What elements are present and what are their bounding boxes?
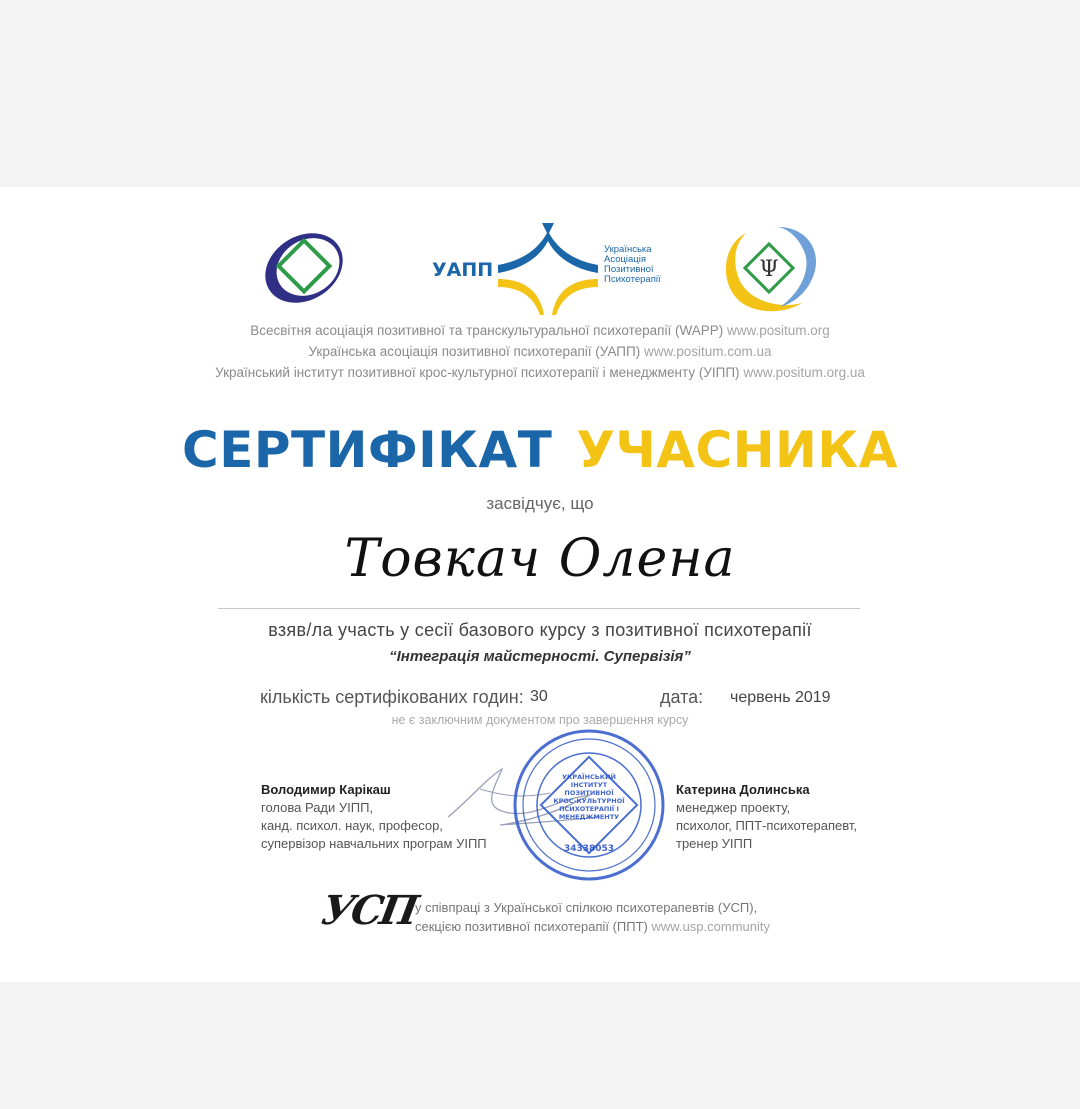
- wapp-logo: [258, 227, 352, 309]
- collaboration-text: [415, 898, 770, 936]
- signatory-left-line3: супервізор навчальних програм УІПП: [261, 836, 487, 851]
- certifies-text: засвідчує, що: [486, 494, 594, 513]
- stamp-inner-line6: МЕНЕДЖМЕНТУ: [558, 813, 620, 821]
- collab-line2-text: секцією позитивної психотерапії (ППТ): [415, 919, 648, 934]
- uapp-caption: [604, 245, 661, 285]
- stamp-inner-line2: ІНСТИТУТ: [570, 781, 608, 789]
- org-line-wapp: [0, 320, 1080, 341]
- signatory-right-line2: психолог, ППТ-психотерапевт,: [676, 818, 858, 833]
- recipient-name: Товкач Олена: [344, 529, 736, 589]
- org-text: Українська асоціація позитивної психотерапії (УАПП): [308, 344, 641, 359]
- hours-label: кількість сертифікованих годин:: [260, 687, 524, 707]
- org-url[interactable]: www.positum.org.ua: [743, 365, 865, 380]
- signatory-left-name: Володимир Карікаш: [261, 782, 391, 797]
- collab-line2: [415, 917, 770, 936]
- title-part1: СЕРТИФІКАТ: [182, 421, 553, 479]
- organizations-list: [0, 320, 1080, 383]
- signatory-right: [676, 781, 857, 853]
- signatory-left: [261, 781, 487, 853]
- usp-logo-text: УСП: [317, 887, 420, 934]
- org-line-uapp: [0, 341, 1080, 362]
- uapp-caption-line1: Українська: [604, 244, 652, 255]
- title-part2: УЧАСНИКА: [576, 421, 898, 479]
- uapp-caption-line4: Психотерапії: [604, 274, 661, 285]
- stamp-code: 34338053: [563, 844, 615, 854]
- org-text: Всесвітня асоціація позитивної та транскультуральної психотерапії (WAPP): [250, 323, 724, 338]
- stamp-inner-line3: ПОЗИТИВНОЇ: [564, 789, 614, 797]
- hours-value: 30: [530, 688, 548, 705]
- uapp-emblem-icon: [494, 221, 602, 317]
- disclaimer-note: не є заключним документом про завершення курсу: [391, 713, 689, 727]
- uapp-caption-line3: Позитивної: [604, 264, 654, 275]
- uipp-logo: [716, 223, 824, 315]
- usp-logo: [318, 887, 419, 934]
- course-title: “Інтеграція майстерності. Супервізія”: [389, 648, 691, 665]
- signatory-left-line2: канд. психол. наук, професор,: [261, 818, 443, 833]
- uapp-logo: [432, 219, 672, 319]
- uapp-caption-line2: Асоціація: [604, 254, 647, 265]
- org-text: Український інститут позитивної крос-культурної психотерапії і менеджменту (УІПП): [215, 365, 740, 380]
- collab-url[interactable]: www.usp.community: [651, 919, 770, 934]
- signatory-right-line3: тренер УІПП: [676, 836, 753, 851]
- uapp-abbr: УАПП: [432, 259, 494, 281]
- stamp-inner-line5: ПСИХОТЕРАПІЇ І: [559, 805, 619, 813]
- date-label: дата:: [660, 687, 704, 707]
- stamp-inner-line4: КРОС-КУЛЬТУРНОЇ: [553, 797, 625, 805]
- official-stamp: [510, 727, 668, 883]
- certificate: [0, 187, 1080, 982]
- collab-line1: у співпраці з Української спілкою психотерапевтів (УСП),: [415, 900, 758, 915]
- signatory-right-line1: менеджер проекту,: [676, 800, 791, 815]
- org-line-uipp: [0, 362, 1080, 383]
- date-value: червень 2019: [730, 689, 831, 706]
- org-url[interactable]: www.positum.org: [726, 323, 830, 338]
- certificate-title: [0, 421, 1080, 479]
- signatory-right-name: Катерина Долинська: [676, 782, 810, 797]
- stamp-inner-line1: УКРАЇНСЬКИЙ: [562, 773, 616, 781]
- signatory-left-line1: голова Ради УІПП,: [261, 800, 374, 815]
- uipp-psi-symbol: Ψ: [759, 257, 779, 282]
- name-underline: [218, 608, 860, 609]
- org-url[interactable]: www.positum.com.ua: [643, 344, 772, 359]
- participation-text: взяв/ла участь у сесії базового курсу з позитивної психотерапії: [268, 620, 812, 640]
